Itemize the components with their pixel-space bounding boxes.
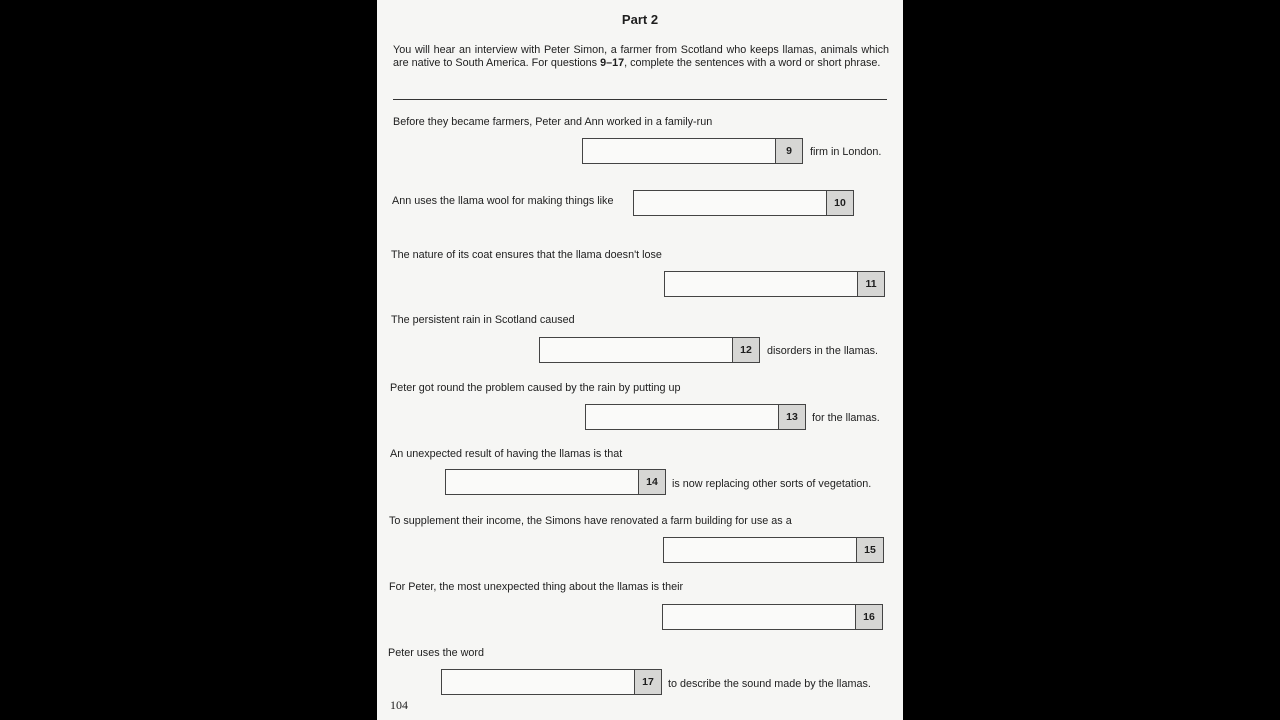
answer-box-12[interactable] (539, 337, 760, 363)
page-number: 104 (390, 698, 408, 712)
answer-box-17[interactable] (441, 669, 662, 695)
question-14-suffix: is now replacing other sorts of vegetation. (672, 478, 872, 490)
question-16-prompt: For Peter, the most unexpected thing about the llamas is their (389, 581, 684, 593)
page-title: Part 2 (621, 12, 659, 27)
question-number-13: 13 (778, 405, 805, 429)
answer-box-15[interactable] (663, 537, 884, 563)
answer-box-10[interactable] (633, 190, 854, 216)
question-9-suffix: firm in London. (810, 146, 882, 158)
instructions (393, 44, 889, 70)
instructions-text-a: You will hear an interview with Peter Simon, a farmer from Scotland who keeps llamas, animals which are native to South America. For questions (393, 44, 889, 69)
question-15-prompt: To supplement their income, the Simons have renovated a farm building for use as a (389, 515, 792, 527)
divider (393, 99, 887, 100)
question-number-16: 16 (855, 605, 882, 629)
question-number-17: 17 (634, 670, 661, 694)
question-11-prompt: The nature of its coat ensures that the llama doesn't lose (391, 249, 662, 261)
instructions-text-b: , complete the sentences with a word or short phrase. (624, 57, 881, 69)
question-10-prompt: Ann uses the llama wool for making things like (392, 195, 614, 207)
answer-box-16[interactable] (662, 604, 883, 630)
question-12-prompt: The persistent rain in Scotland caused (391, 314, 575, 326)
answer-box-14[interactable] (445, 469, 666, 495)
answer-box-13[interactable] (585, 404, 806, 430)
question-number-14: 14 (638, 470, 665, 494)
answer-box-9[interactable] (582, 138, 803, 164)
question-13-suffix: for the llamas. (812, 412, 880, 424)
question-12-suffix: disorders in the llamas. (767, 345, 879, 357)
question-14-prompt: An unexpected result of having the llamas is that (390, 448, 623, 460)
answer-box-11[interactable] (664, 271, 885, 297)
question-number-9: 9 (775, 139, 802, 163)
question-number-15: 15 (856, 538, 883, 562)
question-13-prompt: Peter got round the problem caused by the rain by putting up (390, 382, 681, 394)
question-number-11: 11 (857, 272, 884, 296)
question-17-prompt: Peter uses the word (388, 647, 485, 659)
question-number-12: 12 (732, 338, 759, 362)
exam-page (377, 0, 903, 720)
question-number-10: 10 (826, 191, 853, 215)
question-9-prompt: Before they became farmers, Peter and Ann worked in a family-run (393, 116, 713, 128)
question-17-suffix: to describe the sound made by the llamas. (668, 678, 871, 690)
question-range: 9–17 (600, 57, 625, 69)
